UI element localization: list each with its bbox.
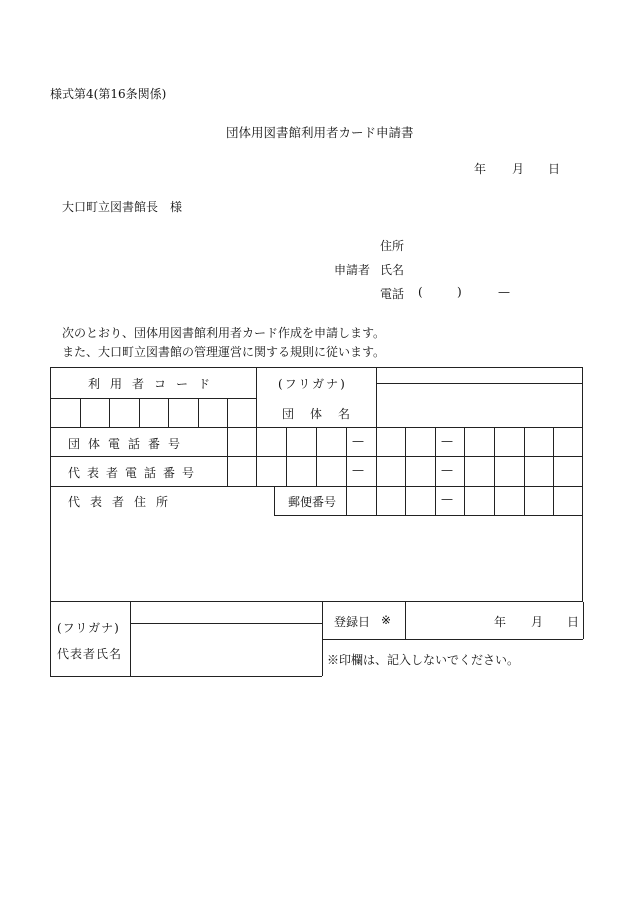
postal-code-label: 郵便番号 bbox=[288, 495, 337, 509]
registration-mark: ※ bbox=[381, 613, 392, 627]
note-text: ※印欄は、記入しないでください。 bbox=[327, 653, 520, 667]
form-number: 様式第4(第16条関係) bbox=[50, 87, 167, 101]
rep-name-label: 代表者氏名 bbox=[57, 647, 123, 661]
applicant-label: 申請者 bbox=[334, 263, 371, 277]
date-day-label: 日 bbox=[548, 162, 561, 176]
furigana-label: (フリガナ) bbox=[278, 377, 347, 391]
address-label: 住所 bbox=[380, 239, 405, 253]
group-phone-dash-1: — bbox=[352, 434, 364, 448]
group-name-label: 団体名 bbox=[282, 407, 367, 421]
date-month-label: 月 bbox=[512, 162, 525, 176]
intro-line-2: また、大口町立図書館の管理運営に関する規則に従います。 bbox=[62, 345, 386, 359]
phone-open-paren: ( bbox=[418, 285, 423, 299]
intro-line-1: 次のとおり、団体用図書館利用者カード作成を申請します。 bbox=[62, 326, 386, 340]
rep-phone-dash-2: — bbox=[441, 463, 453, 477]
phone-close-paren: ) bbox=[457, 285, 462, 299]
rep-phone-label: 代表者電話番号 bbox=[68, 466, 202, 480]
reg-month-label: 月 bbox=[531, 615, 544, 629]
reg-day-label: 日 bbox=[567, 615, 580, 629]
form-title: 団体用図書館利用者カード申請書 bbox=[226, 125, 414, 140]
postal-code-dash: — bbox=[441, 492, 453, 506]
group-phone-label: 団体電話番号 bbox=[68, 437, 189, 451]
rep-phone-dash-1: — bbox=[352, 463, 364, 477]
date-year-label: 年 bbox=[474, 162, 487, 176]
rep-address-label: 代表者住所 bbox=[68, 495, 179, 509]
name-label: 氏名 bbox=[380, 263, 405, 277]
user-code-label: 利用者コード bbox=[88, 377, 221, 391]
rep-furigana-label: (フリガナ) bbox=[57, 621, 120, 635]
registration-date-label: 登録日 bbox=[334, 615, 371, 629]
reg-year-label: 年 bbox=[494, 615, 507, 629]
phone-label: 電話 bbox=[380, 287, 405, 301]
group-phone-dash-2: — bbox=[441, 434, 453, 448]
addressee: 大口町立図書館長 様 bbox=[62, 200, 183, 214]
phone-dash: — bbox=[498, 285, 510, 299]
